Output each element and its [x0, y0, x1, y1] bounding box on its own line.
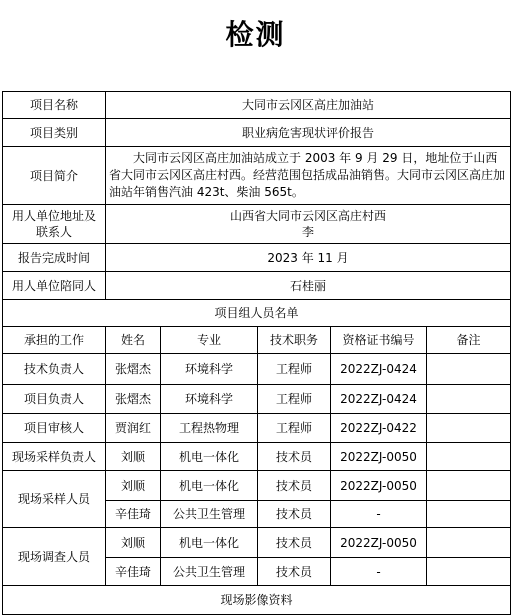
cell-major: 工程热物理 — [161, 414, 258, 443]
header-note: 备注 — [427, 327, 511, 354]
cell-title: 技术员 — [258, 558, 331, 586]
report-time-label: 报告完成时间 — [3, 244, 106, 272]
cell-name: 刘顺 — [106, 528, 161, 558]
cell-note — [427, 385, 511, 414]
employer-address-value — [106, 205, 511, 244]
row-project-name — [3, 92, 511, 119]
employer-address-label-line1: 用人单位地址及 — [11, 209, 96, 223]
accompany-value: 石桂丽 — [106, 272, 511, 300]
project-name-value: 大同市云冈区高庄加油站 — [106, 92, 511, 119]
cell-title: 工程师 — [258, 385, 331, 414]
cell-cert: 2022ZJ-0050 — [331, 471, 427, 501]
cell-major: 公共卫生管理 — [161, 501, 258, 528]
cell-name: 辛佳琦 — [106, 501, 161, 528]
cell-cert: 2022ZJ-0050 — [331, 443, 427, 471]
table-row — [3, 528, 511, 558]
cell-note — [427, 443, 511, 471]
row-accompany — [3, 272, 511, 300]
cell-major: 公共卫生管理 — [161, 558, 258, 586]
cell-name: 辛佳琦 — [106, 558, 161, 586]
cell-note — [427, 528, 511, 558]
project-name-label: 项目名称 — [3, 92, 106, 119]
cell-role-sampling: 现场采样人员 — [3, 471, 106, 528]
cell-major: 环境科学 — [161, 385, 258, 414]
row-footer-section — [3, 586, 511, 615]
employer-address-text: 山西省大同市云冈区高庄村西 — [230, 209, 387, 223]
header-cert: 资格证书编号 — [331, 327, 427, 354]
header-major: 专业 — [161, 327, 258, 354]
cell-cert: 2022ZJ-0422 — [331, 414, 427, 443]
cell-major: 环境科学 — [161, 354, 258, 385]
row-employer-address — [3, 205, 511, 244]
project-type-label: 项目类别 — [3, 119, 106, 147]
header-name: 姓名 — [106, 327, 161, 354]
staff-section-title: 项目组人员名单 — [3, 300, 511, 327]
project-info-table — [2, 91, 511, 615]
staff-header-row — [3, 327, 511, 354]
project-intro-label: 项目简介 — [3, 147, 106, 205]
table-row — [3, 354, 511, 385]
cell-note — [427, 501, 511, 528]
cell-role-survey: 现场调查人员 — [3, 528, 106, 586]
cell-major: 机电一体化 — [161, 471, 258, 501]
cell-title: 技术员 — [258, 471, 331, 501]
cell-name: 刘顺 — [106, 471, 161, 501]
cell-note — [427, 558, 511, 586]
project-type-value: 职业病危害现状评价报告 — [106, 119, 511, 147]
cell-cert: 2022ZJ-0050 — [331, 528, 427, 558]
row-report-time — [3, 244, 511, 272]
cell-title: 技术员 — [258, 501, 331, 528]
employer-contact-text: 李 — [302, 225, 315, 239]
row-project-type — [3, 119, 511, 147]
table-row — [3, 385, 511, 414]
header-role: 承担的工作 — [3, 327, 106, 354]
cell-cert: 2022ZJ-0424 — [331, 385, 427, 414]
employer-address-label — [3, 205, 106, 244]
cell-name: 刘顺 — [106, 443, 161, 471]
cell-title: 工程师 — [258, 354, 331, 385]
cell-title: 技术员 — [258, 443, 331, 471]
cell-cert: - — [331, 558, 427, 586]
cell-note — [427, 471, 511, 501]
accompany-label: 用人单位陪同人 — [3, 272, 106, 300]
cell-title: 技术员 — [258, 528, 331, 558]
cell-cert: - — [331, 501, 427, 528]
cell-note — [427, 354, 511, 385]
header-title: 技术职务 — [258, 327, 331, 354]
cell-cert: 2022ZJ-0424 — [331, 354, 427, 385]
cell-name: 贾润红 — [106, 414, 161, 443]
row-staff-section-title — [3, 300, 511, 327]
cell-role: 技术负责人 — [3, 354, 106, 385]
report-time-value: 2023 年 11 月 — [106, 244, 511, 272]
cell-major: 机电一体化 — [161, 528, 258, 558]
project-intro-value: 大同市云冈区高庄加油站成立于 2003 年 9 月 29 日，地址位于山西省大同市云冈区高庄村西。经营范围包括成品油销售。大同市云冈区高庄加油站年销售汽油 423t、柴油 565t。 — [106, 147, 511, 205]
cell-role: 项目负责人 — [3, 385, 106, 414]
cell-role: 现场采样负责人 — [3, 443, 106, 471]
footer-section-title: 现场影像资料 — [3, 586, 511, 615]
cell-name: 张熠杰 — [106, 385, 161, 414]
table-row — [3, 414, 511, 443]
row-project-intro — [3, 147, 511, 205]
employer-address-label-line2: 联系人 — [35, 225, 72, 239]
cell-title: 工程师 — [258, 414, 331, 443]
table-row — [3, 471, 511, 501]
cell-major: 机电一体化 — [161, 443, 258, 471]
cell-note — [427, 414, 511, 443]
table-row — [3, 443, 511, 471]
cell-role: 项目审核人 — [3, 414, 106, 443]
cell-name: 张熠杰 — [106, 354, 161, 385]
document-title: 检测 — [225, 18, 286, 51]
